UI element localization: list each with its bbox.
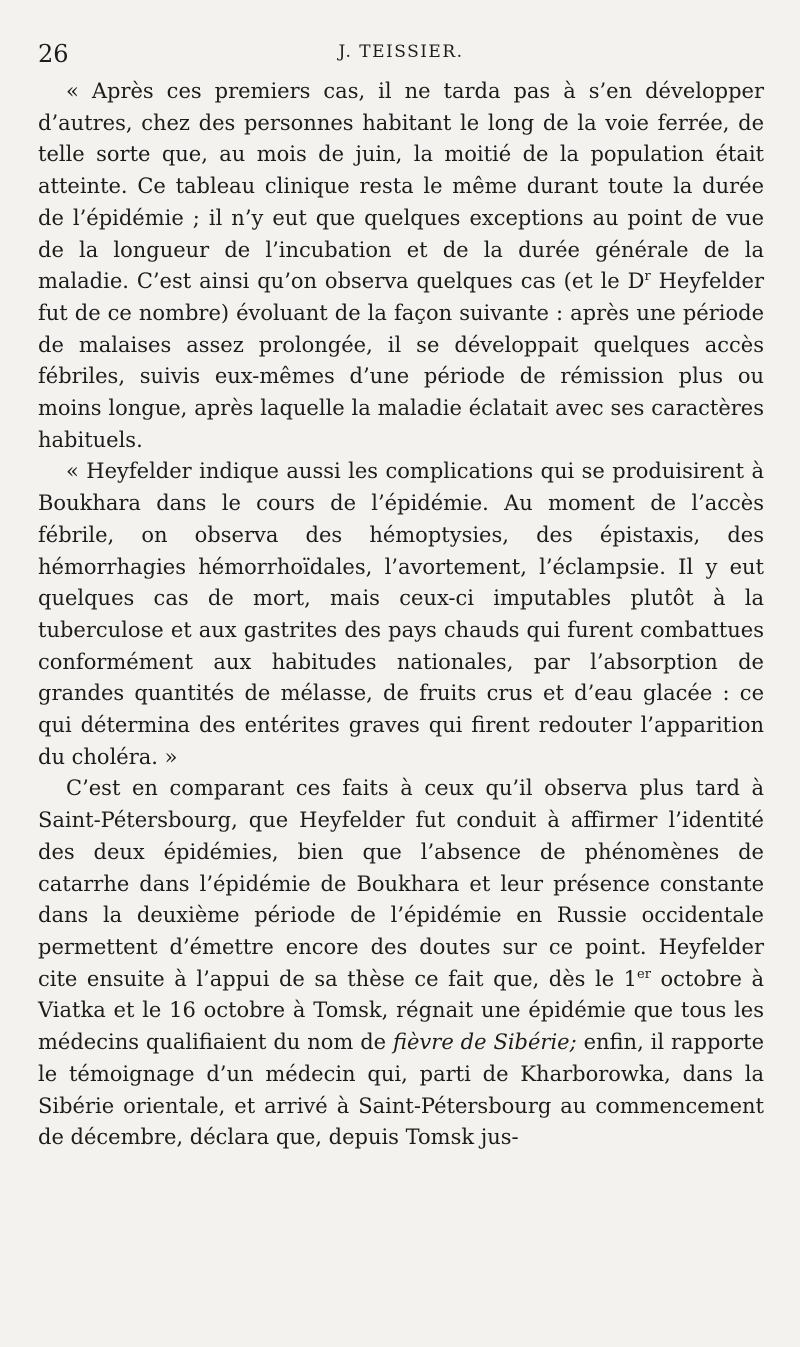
paragraph-text: C’est en comparant ces faits à ceux qu’il observa plus tard à Saint-Pétersbourg, que Heyfelder fut conduit à affirmer l’identité des deux épidémies, bien que l’absence de phénomènes de catarrhe dans l’épidémie de Boukhara et leur présence constante dans la deuxième période de l’épidémie en Russie occidentale permettent d’émettre encore des doutes sur ce point. Heyfelder cite ensuite à l’appui de sa thèse ce fait que, dès le 1 xyxy=(38,776,764,991)
running-head xyxy=(38,34,764,74)
paragraph-symptoms xyxy=(38,76,764,456)
paragraph-text: « Heyfelder indique aussi les complications qui se produisirent à Boukhara dans le cours de l’épidémie. Au moment de l’accès fébrile, on observa des hémoptysies, des épistaxis, des hémorrhagies hémorrhoïdales, l’avortement, l’éclampsie. Il y eut quelques cas de mort, mais ceux-ci imputables plutôt à la tuberculose et aux gastrites des pays chauds qui furent combattues conformément aux habitudes nationales, par l’absorption de grandes quantités de mélasse, de fruits crus et d’eau glacée : ce qui détermina des entérites graves qui firent redouter l’apparition du choléra. » xyxy=(38,459,764,769)
paragraph-comparison xyxy=(38,773,764,1153)
superscript: r xyxy=(644,269,651,285)
body-text xyxy=(38,76,764,1154)
running-title: J. TEISSIER. xyxy=(338,42,464,62)
paragraph-text: octobre à Viatka et le 16 octobre à Tomsk, régnait une épidémie que tous les médecins qualifiaient du nom de xyxy=(38,966,764,1055)
superscript: er xyxy=(637,966,651,982)
paragraph-text: Heyfelder fut de ce nombre) évoluant de la façon suivante : après une période de malaises assez prolongée, il se développait quelques accès fébriles, suivis eux-mêmes d’une période de rémission plus ou moins longue, après laquelle la maladie éclatait avec ses caractères habituels. xyxy=(38,269,765,452)
page-number: 26 xyxy=(38,40,69,68)
italic-term: fièvre de Sibérie; xyxy=(393,1030,577,1055)
paragraph-text: « Après ces premiers cas, il ne tarda pas à s’en développer d’autres, chez des personnes habitant le long de la voie ferrée, de telle sorte que, au mois de juin, la moitié de la population était atteinte. Ce tableau clinique resta le même durant toute la durée de l’épidémie ; il n’y eut que quelques exceptions au point de vue de la longueur de l’incubation et de la durée générale de la maladie. C’est ainsi qu’on observa quelques cas (et le D xyxy=(38,79,764,294)
paragraph-complications xyxy=(38,456,764,773)
paragraph-text: enfin, il rapporte le témoignage d’un médecin qui, parti de Kharborowka, dans la Sibérie orientale, et arrivé à Saint-Pétersbourg au commencement de décembre, déclara que, depuis Tomsk jus- xyxy=(38,1030,764,1150)
